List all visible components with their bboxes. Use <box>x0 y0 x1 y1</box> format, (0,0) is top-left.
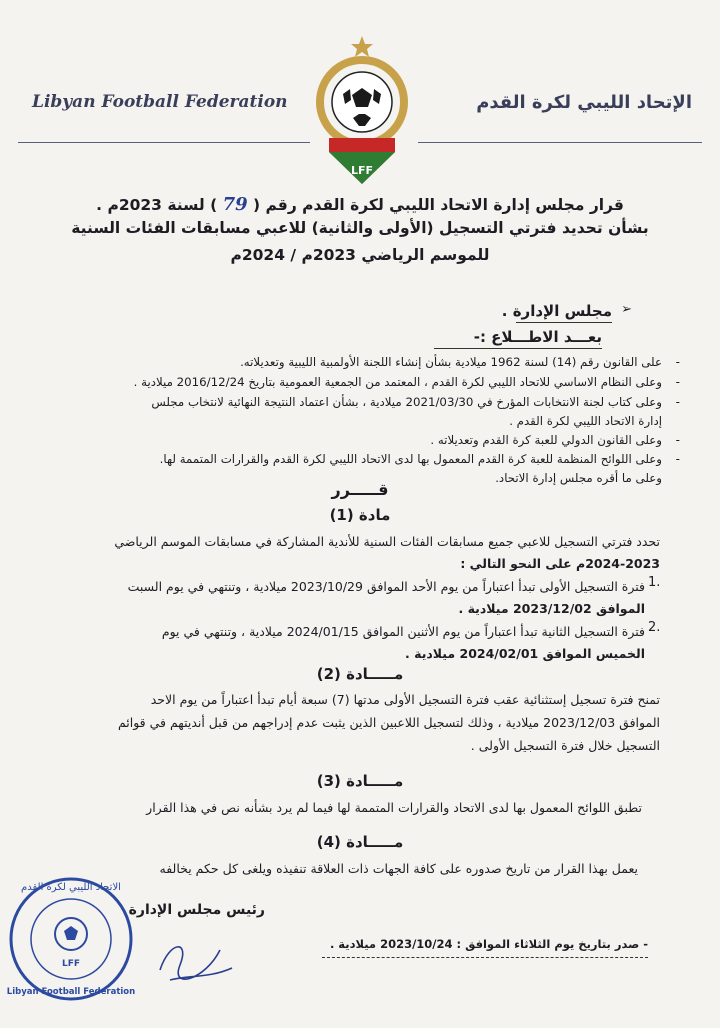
preamble-item-3-cont: إدارة الاتحاد الليبي لكرة القدم . <box>509 414 662 428</box>
article-2-heading: مـــــادة (2) <box>316 665 404 683</box>
point-number: 2. <box>648 620 661 635</box>
article-1-point-2-line-2: الخميس الموافق 2024/02/01 ميلادية . <box>405 646 645 661</box>
article-1-intro-2: 2024-2023م على النحو التالي : <box>460 556 660 571</box>
header-org-english: Libyan Football Federation <box>32 92 288 112</box>
preamble-item-6: وعلى ما أقره مجلس إدارة الاتحاد. <box>495 471 662 485</box>
article-1-heading: مادة (1) <box>329 506 391 524</box>
article-1-point-1-line-1: فترة التسجيل الأولى تبدأ اعتباراً من يوم الأحد الموافق 2023/10/29 ميلادية ، وتنتهي في يوم السبت <box>127 579 645 594</box>
logo-letters: LFF <box>350 164 374 177</box>
article-2-line-1: تمنح فترة تسجيل إستثنائية عقب فترة التسجيل الأولى مدتها (7) سبعة أيام تبدأ اعتباراً من يوم الاحد <box>150 692 660 707</box>
preamble-item-3: وعلى كتاب لجنة الانتخابات المؤرخ في 2021/03/30 ميلادية ، بشأن اعتماد النتيجة النهائية لانتخاب مجلس <box>151 395 662 409</box>
after-review-underline <box>434 348 602 349</box>
bullet-icon: - <box>675 395 680 409</box>
header-rule-right <box>418 142 702 143</box>
signatory-title: رئيس مجلس الإدارة <box>128 902 265 918</box>
article-4-line-1: يعمل بهذا القرار من تاريخ صدوره على كافة الجهات ذات العلاقة تنفيذه ويلغى كل حكم يخالفه <box>159 861 638 876</box>
bullet-icon: - <box>675 355 680 369</box>
arrow-bullet-icon: ➢ <box>621 302 632 317</box>
header-org-arabic: الإتحاد الليبي لكرة القدم <box>476 92 692 113</box>
issued-date-underline <box>322 957 648 958</box>
title-suffix: ) لسنة 2023م . <box>96 196 218 214</box>
preamble-item-2: وعلى النظام الاساسي للاتحاد الليبي لكرة القدم ، المعتمد من الجمعية العمومية بتاريخ 2016/12/24 ميلادية . <box>133 375 662 389</box>
header-rule-left <box>18 142 310 143</box>
bullet-icon: - <box>675 433 680 447</box>
bullet-icon: - <box>675 452 680 466</box>
decided-heading: قـــــرر <box>331 480 389 499</box>
article-1-intro-1: تحدد فترتي التسجيل للاعبي جميع مسابقات الفئات السنية للأندية المشاركة في مسابقات الموسم الرياضي <box>114 534 660 549</box>
article-1-point-2-line-1: فترة التسجيل الثانية تبدأ اعتباراً من يوم الأثنين الموافق 2024/01/15 ميلادية ، وتنتهي في يوم <box>161 624 645 639</box>
issued-date: - صدر بتاريخ يوم الثلاثاء الموافق : 2023/10/24 ميلادية . <box>329 937 648 951</box>
decision-number: 79 <box>222 194 248 215</box>
decision-title-line-3: للموسم الرياضي 2023م / 2024م <box>230 246 490 264</box>
preamble-item-1: على القانون رقم (14) لسنة 1962 ميلادية بشأن إنشاء اللجنة الأولمبية الليبية وتعديلاته. <box>240 355 662 369</box>
decision-title-line-2: بشأن تحديد فترتي التسجيل (الأولى والثانية) للاعبي مسابقات الفئات السنية <box>71 219 649 237</box>
preamble-item-5: وعلى اللوائح المنظمة للعبة كرة القدم المعمول بها لدى الاتحاد الليبي لكرة القدم والقرارات المتممة لها. <box>159 452 662 466</box>
lff-logo <box>315 34 409 186</box>
board-underline <box>516 322 612 323</box>
article-4-heading: مـــــادة (4) <box>316 833 404 851</box>
stamp-letters: LFF <box>61 959 81 969</box>
article-3-heading: مـــــادة (3) <box>316 772 404 790</box>
stamp-arabic-text: الاتحاد الليبي لكرة القدم <box>21 882 121 893</box>
federation-stamp <box>6 874 136 1004</box>
stamp-english-text: Libyan Football Federation <box>6 987 136 997</box>
article-1-point-1-line-2: الموافق 2023/12/02 ميلادية . <box>458 601 645 616</box>
after-review-heading: بعـــد الاطـــلاع :- <box>473 328 602 346</box>
article-3-line-1: تطبق اللوائح المعمول بها لدى الاتحاد والقرارات المتممة لها فيما لم يرد بشأنه نص في هذا القرار <box>146 800 642 815</box>
decision-title-line-1 <box>40 194 680 215</box>
point-number: 1. <box>648 575 661 590</box>
preamble-item-4: وعلى القانون الدولي للعبة كرة القدم وتعديلاته . <box>430 433 662 447</box>
handwritten-signature <box>150 930 240 990</box>
article-2-line-2: الموافق 2023/12/03 ميلادية ، وذلك لتسجيل اللاعبين الذين يثبت عدم إدراجهم من قبل أنديتهم في قوائم <box>117 715 660 730</box>
title-prefix: قرار مجلس إدارة الاتحاد الليبي لكرة القدم رقم ( <box>253 196 624 214</box>
bullet-icon: - <box>675 375 680 389</box>
board-label: مجلس الإدارة . <box>501 302 612 320</box>
article-2-line-3: التسجيل خلال فترة التسجيل الأولى . <box>470 738 660 753</box>
